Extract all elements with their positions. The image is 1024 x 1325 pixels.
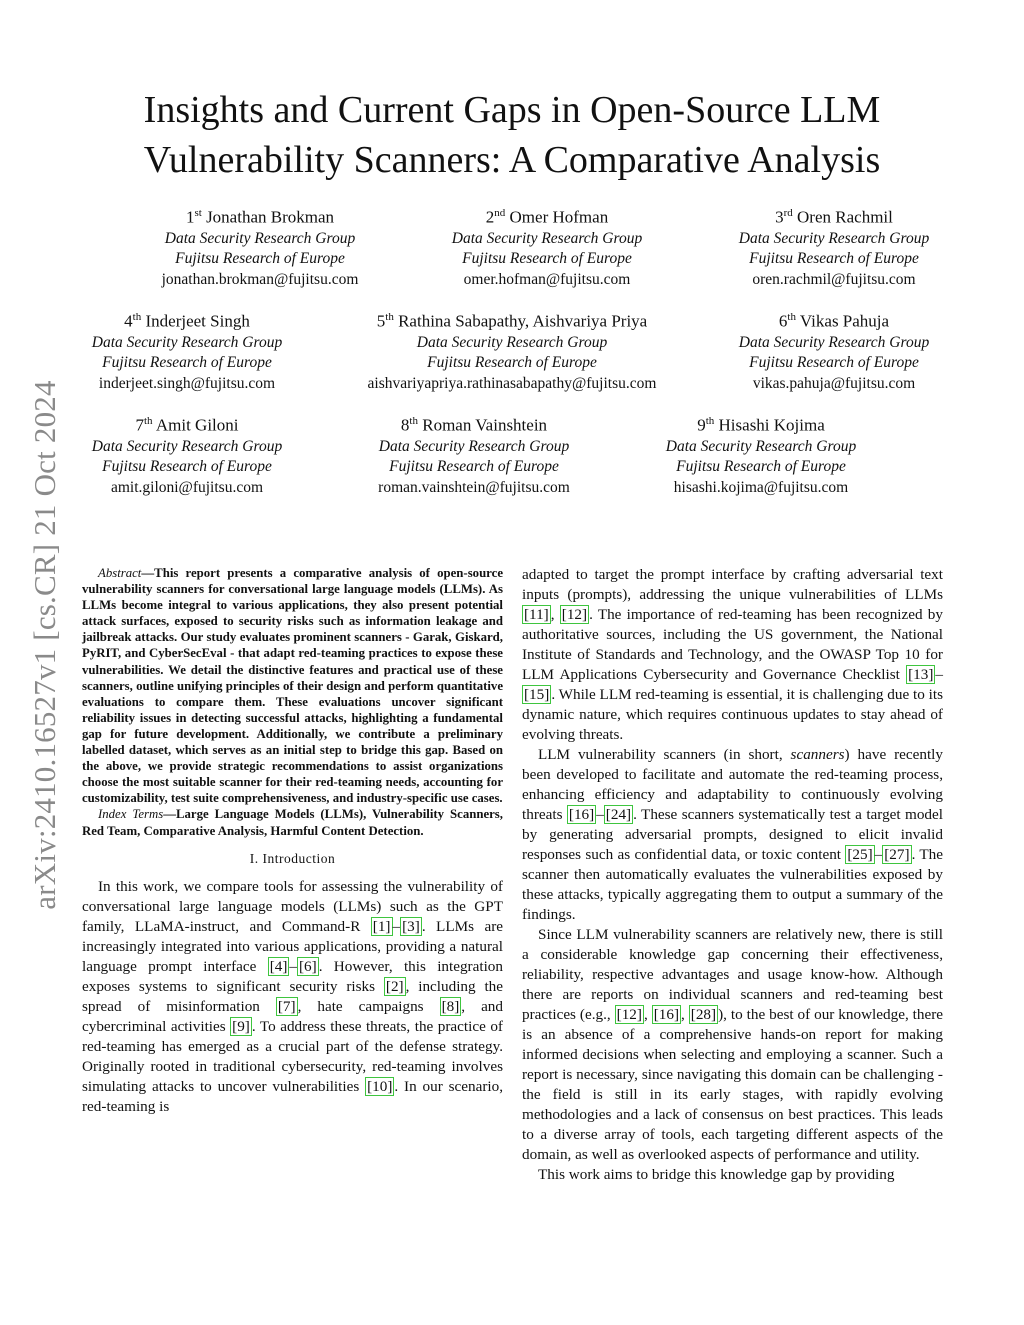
citation-link[interactable]: [8] [441, 997, 460, 1015]
paper-title [60, 85, 964, 185]
author-email[interactable]: aishvariyapriya.rathinasabapathy@fujitsu.com [367, 375, 657, 393]
author-name: Jonathan Brokman [206, 207, 335, 227]
citation-link[interactable]: [11] [524, 606, 549, 623]
citation-link[interactable]: [10] [367, 1077, 393, 1095]
author-email[interactable]: inderjeet.singh@fujitsu.com [98, 375, 276, 393]
citation-link[interactable]: [9] [232, 1017, 250, 1035]
author-org: Fujitsu Research of Europe [102, 458, 272, 476]
author-name: Vikas Pahuja [799, 311, 890, 331]
author-name: Omer Hofman [509, 207, 609, 227]
author-name: Rathina Sabapathy, Aishvariya Priya [398, 311, 648, 331]
author-group: Data Security Research Group [164, 229, 356, 247]
citation-link[interactable]: [25] [847, 846, 873, 863]
index-terms-text: Large Language Models (LLMs), Vulnerability Scanners, Red Team, Comparative Analysis, Harmful Content Detection. [82, 807, 503, 838]
author-block: 5th Rathina Sabapathy, Aishvariya Priya Data Security Research Group Fujitsu Research of Europe aishvariyapriya.rathinasabapathy@fujitsu.com [332, 306, 692, 395]
author-name: Hisashi Kojima [718, 415, 825, 435]
author-email[interactable]: vikas.pahuja@fujitsu.com [752, 375, 916, 393]
left-column [82, 565, 503, 1117]
author-org: Fujitsu Research of Europe [749, 250, 919, 268]
citation-link[interactable]: [1] [372, 917, 391, 935]
author-org: Fujitsu Research of Europe [462, 250, 632, 268]
section-heading: I. Introduction [249, 850, 336, 866]
citation-link[interactable]: [24] [605, 806, 632, 823]
citation-link[interactable]: [4] [269, 957, 288, 975]
body-paragraph: This work aims to bridge this knowledge gap by providing [538, 1166, 895, 1183]
author-org: Fujitsu Research of Europe [749, 354, 919, 372]
citation-link[interactable]: [12] [561, 606, 588, 623]
citation-link[interactable]: [16] [653, 1006, 680, 1023]
body-paragraph: Since LLM vulnerability scanners are relatively new, there is still a considerable knowledge gap concerning their effectiveness, reliability, respective advantages and usage know-how. Although there are reports on individual scanners and red-teaming best practices (e.g., [12] , [16] , [28] ), to the best of our knowledge, there is an absence of a comprehensive hands-on report for making informed decisions when selecting and employing a scanner. Such a report is necessary, since navigating this domain can be challenging - the field is still in its early stages, with rapidly evolving methodologies and a lack of consensus on best practices. This leads to a diverse array of tools, each targeting different aspects of the domain, as well as overlooked aspects of performance and utility. [522, 926, 944, 1163]
author-group: Data Security Research Group [451, 229, 643, 247]
title-line-1: Insights and Current Gaps in Open-Source LLM [143, 89, 881, 131]
author-group: Data Security Research Group [91, 333, 283, 351]
author-block: 1st Jonathan Brokman Data Security Research Group Fujitsu Research of Europe jonathan.brokman@fujitsu.com [100, 202, 420, 291]
citation-link[interactable]: [12] [616, 1006, 642, 1023]
author-email[interactable]: roman.vainshtein@fujitsu.com [378, 479, 570, 497]
index-terms: Index Terms—Large Language Models (LLMs), Vulnerability Scanners, Red Team, Comparative Analysis, Harmful Content Detection. [82, 807, 503, 838]
author-group: Data Security Research Group [91, 437, 283, 455]
citation-link[interactable]: [3] [402, 917, 420, 935]
author-org: Fujitsu Research of Europe [102, 354, 272, 372]
author-block: 7th Amit Giloni Data Security Research Group Fujitsu Research of Europe amit.giloni@fujitsu.com [27, 410, 347, 499]
author-name: Inderjeet Singh [145, 311, 250, 331]
author-org: Fujitsu Research of Europe [175, 250, 345, 268]
citation-link[interactable]: [28] [690, 1006, 717, 1023]
author-org: Fujitsu Research of Europe [676, 458, 846, 476]
author-name: Oren Rachmil [797, 207, 893, 227]
right-column [522, 565, 943, 1185]
citation-link[interactable]: [13] [908, 666, 934, 683]
author-block: 2nd Omer Hofman Data Security Research Group Fujitsu Research of Europe omer.hofman@fujitsu.com [387, 202, 707, 291]
abstract: Abstract—This report presents a comparative analysis of open-source vulnerability scanners for conversational large language models (LLMs). As LLMs become integral to various applications, they also present potential attack surfaces, exposed to security risks such as information leakage and jailbreak attacks. Our study evaluates prominent scanners - Garak, Giskard, PyRIT, and CyberSecEval - that adapt red-teaming practices to expose these vulnerabilities. We detail the distinctive features and practical use of these scanners, outline unifying principles of their design and perform quantitative evaluations to compare them. These evaluations uncover significant reliability issues in detecting successful attacks, highlighting a fundamental gap for future development. Additionally, we contribute a preliminary labelled dataset, which serves as an initial step to bridge this gap. Based on the above, we provide strategic recommendations to assist organizations choose the most suitable scanner for their red-teaming needs, accounting for customizability, test suite comprehensiveness, and industry-specific use cases. [82, 566, 503, 806]
author-email[interactable]: omer.hofman@fujitsu.com [463, 271, 631, 289]
citation-link[interactable]: [16] [568, 806, 595, 823]
index-terms-label: Index Terms [98, 807, 164, 822]
abstract-label: Abstract [98, 566, 142, 580]
author-group: Data Security Research Group [738, 229, 930, 247]
author-block: 4th Inderjeet Singh Data Security Research Group Fujitsu Research of Europe inderjeet.singh@fujitsu.com [27, 306, 347, 395]
author-name: Amit Giloni [155, 415, 239, 435]
author-block: 6th Vikas Pahuja Data Security Research Group Fujitsu Research of Europe vikas.pahuja@fujitsu.com [674, 306, 994, 395]
body-paragraph: LLM vulnerability scanners (in short, scanners) have recently been developed to facilitate and automate the red-teaming process, enhancing efficiency and adaptability to continuously evolving threats [16] – [24] . These scanners systematically test a target model by generating adversarial prompts, designed to elicit invalid responses such as confidential data, or toxic content [25] – [27] . The scanner then automatically evaluates the vulnerabilities exposed by these attacks, typically aggregating them to output a summary of the findings. [522, 746, 944, 923]
author-group: Data Security Research Group [665, 437, 857, 455]
author-group: Data Security Research Group [378, 437, 570, 455]
title-line-2: Vulnerability Scanners: A Comparative Analysis [143, 139, 881, 181]
citation-link[interactable]: [15] [524, 686, 550, 703]
body-paragraph: adapted to target the prompt interface by crafting adversarial text inputs (prompts), addressing the unique vulnerabilities of LLMs [11] , [12] . The importance of red-teaming has been recognized by authoritative sources, including the US government, the National Institute of Standards and Technology, and the OWASP Top 10 for LLM Applications Cybersecurity and Governance Checklist [13] –[15] . While LLM red-teaming is essential, it is challenging due to its dynamic nature, which requires continuous updates to stay ahead of evolving threats. [522, 566, 943, 743]
author-email[interactable]: jonathan.brokman@fujitsu.com [161, 271, 359, 289]
intro-paragraph: In this work, we compare tools for assessing the vulnerability of conversational large language models (LLMs) such as the GPT family, LLaMA-instruct, and Command-R [1] – [3] . LLMs are increasingly integrated into various applications, providing a natural language prompt interface [4] – [6] . However, this integration exposes systems to significant security risks [2] , including the spread of misinformation [7] , hate campaigns [8] , and cybercriminal activities [9] . To address these threats, the practice of red-teaming has emerged as a crucial part of the defense strategy. Originally rooted in traditional cybersecurity, red-teaming involves simulating attacks to uncover vulnerabilities [10] . In our scenario, red-teaming is [82, 877, 504, 1115]
author-group: Data Security Research Group [738, 333, 930, 351]
citation-link[interactable]: [7] [277, 997, 296, 1015]
author-block: 3rd Oren Rachmil Data Security Research Group Fujitsu Research of Europe oren.rachmil@fujitsu.com [674, 202, 994, 291]
author-block: 8th Roman Vainshtein Data Security Research Group Fujitsu Research of Europe roman.vainshtein@fujitsu.com [314, 410, 634, 499]
abstract-text: This report presents a comparative analysis of open-source vulnerability scanners for conversational large language models (LLMs). As LLMs become integral to various applications, they also present potential attack surfaces, exposed to security risks such as information leakage and jailbreak attacks. Our study evaluates prominent scanners - Garak, Giskard, PyRIT, and CyberSecEval - that adapt red-teaming practices to expose these vulnerabilities. We detail the distinctive features and practical use of these scanners, outline unifying principles of their design and perform quantitative evaluations to compare them. These evaluations uncover significant reliability issues in detecting successful attacks, highlighting a fundamental gap for future development. Additionally, we contribute a preliminary labelled dataset, which serves as an initial step to bridge this gap. Based on the above, we provide strategic recommendations to assist organizations choose the most suitable scanner for their red-teaming needs, accounting for customizability, test suite comprehensiveness, and industry-specific use cases. [82, 566, 503, 806]
author-org: Fujitsu Research of Europe [389, 458, 559, 476]
arxiv-identifier: arXiv:2410.16527v1 [cs.CR] 21 Oct 2024 [27, 380, 62, 910]
author-org: Fujitsu Research of Europe [427, 354, 597, 372]
author-group: Data Security Research Group [416, 333, 608, 351]
author-email[interactable]: oren.rachmil@fujitsu.com [752, 271, 916, 289]
author-email[interactable]: hisashi.kojima@fujitsu.com [673, 479, 849, 497]
author-name: Roman Vainshtein [422, 415, 548, 435]
citation-link[interactable]: [6] [299, 957, 317, 975]
citation-link[interactable]: [2] [385, 977, 404, 995]
citation-link[interactable]: [27] [884, 846, 910, 863]
author-email[interactable]: amit.giloni@fujitsu.com [110, 479, 264, 497]
author-block: 9th Hisashi Kojima Data Security Research Group Fujitsu Research of Europe hisashi.kojima@fujitsu.com [601, 410, 921, 499]
